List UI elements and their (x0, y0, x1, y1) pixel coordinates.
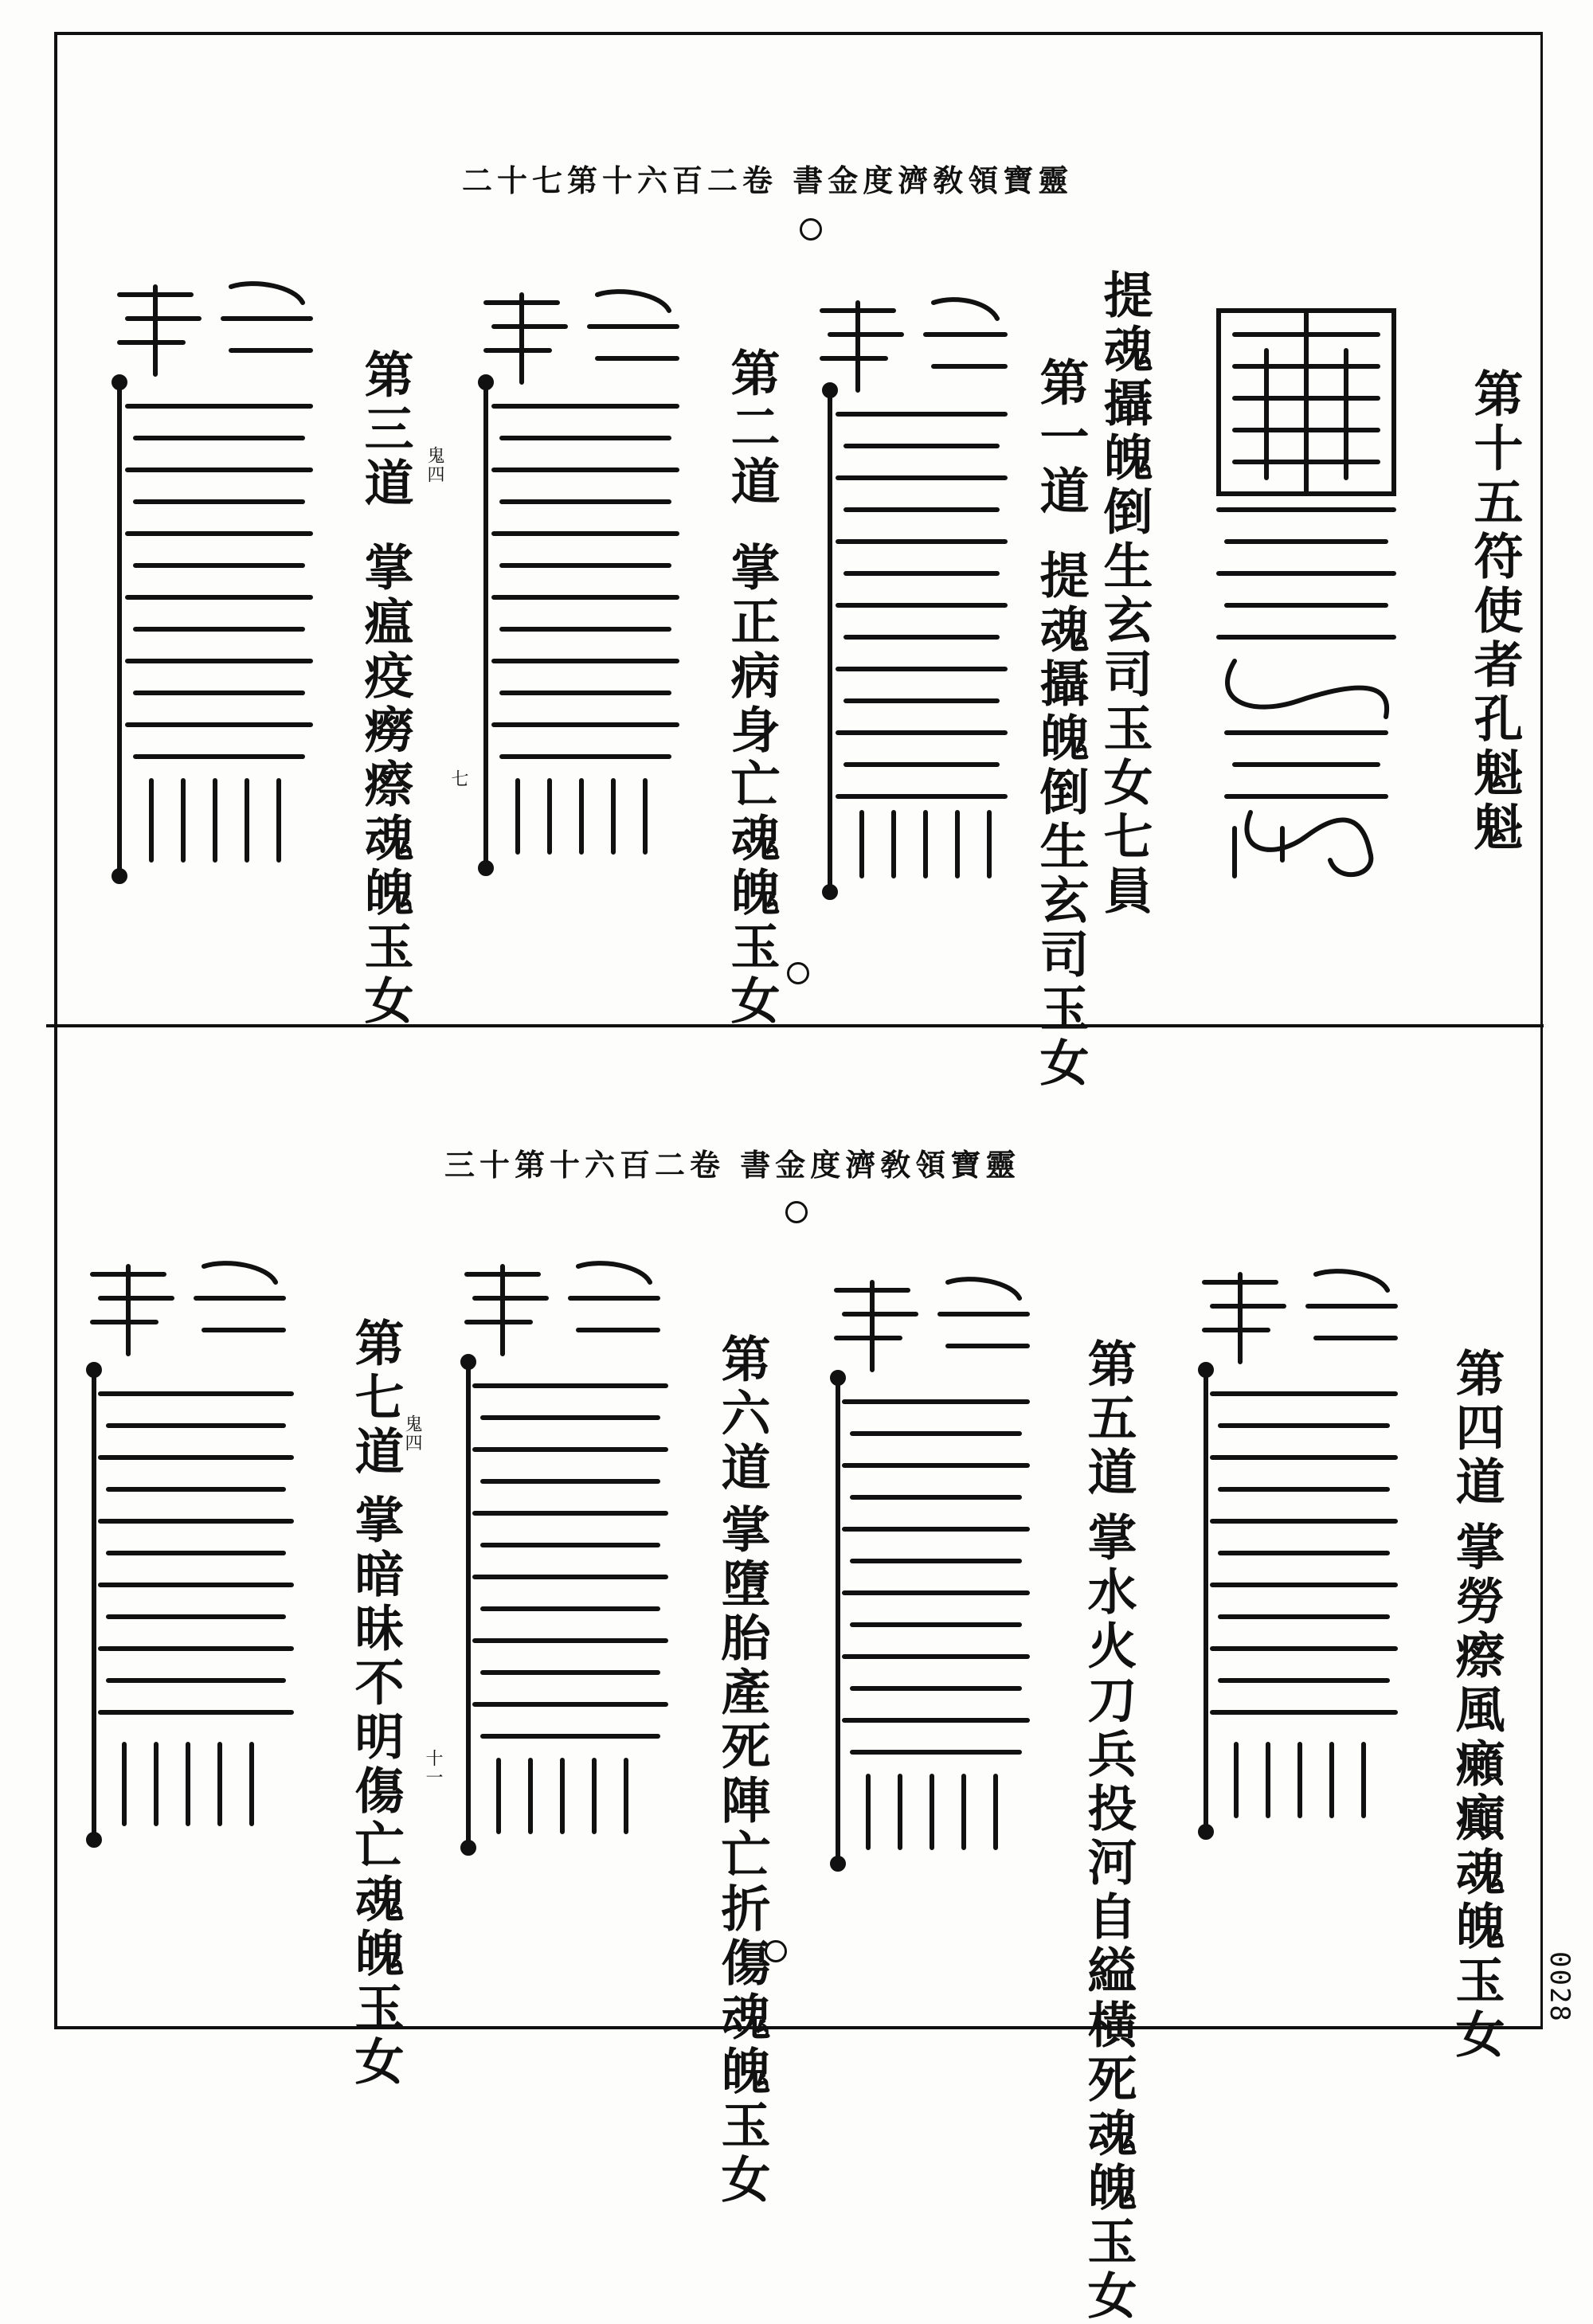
page-divider (46, 1024, 1544, 1027)
dao3-label: 第三道 (356, 349, 414, 511)
dao7-description: 掌暗昧不明傷亡魂魄玉女 (346, 1494, 405, 2090)
page-number: 0028 (1544, 1951, 1575, 2023)
dao3-description: 掌瘟疫癆瘵魂魄玉女 (356, 542, 414, 1029)
top-running-head: 二十七第十六百二卷 書金度濟敎領寶靈 (462, 162, 1074, 198)
dao5-description: 掌水火刀兵投河自縊橫死魂魄玉女 (1079, 1512, 1137, 2324)
talisman-15-caption: 第十五符使者孔魁魁 (1466, 368, 1524, 855)
talisman-15-figure (1203, 303, 1410, 884)
dao7-label: 第七道 (346, 1317, 405, 1480)
dao1-label: 第一道 (1031, 357, 1090, 519)
bottom-running-head: 三十第十六百二卷 書金度濟敎領寶靈 (444, 1147, 1021, 1183)
dao4-description: 掌勞瘵風癩癲魂魄玉女 (1447, 1521, 1505, 2063)
talisman-dao1 (814, 287, 1021, 908)
bottom-side-number: 十一 (423, 1749, 443, 1787)
talisman-dao6 (451, 1250, 682, 1864)
talisman-dao4 (1188, 1258, 1411, 1848)
top-circle-mark-lower (787, 962, 809, 984)
dao2-description: 掌正病身亡魂魄玉女 (722, 542, 781, 1029)
talisman-dao3 (104, 271, 327, 892)
bottom-circle-mark (785, 1201, 808, 1223)
dao2-label: 第二道 (722, 347, 781, 510)
talisman-dao7 (76, 1250, 307, 1856)
dao6-description: 掌墮胎產死陣亡折傷魂魄玉女 (713, 1504, 771, 2208)
dao1-description: 提魂攝魄倒生玄司玉女 (1031, 550, 1090, 1091)
dao5-label: 第五道 (1079, 1338, 1137, 1500)
talisman-dao5 (820, 1266, 1043, 1880)
dao7-note: 鬼四 (402, 1414, 422, 1453)
top-circle-mark (800, 218, 822, 241)
top-side-number: 七 (448, 769, 468, 788)
tipo-header-line: 提魂攝魄倒生玄司玉女七員 (1095, 269, 1153, 919)
dao4-label: 第四道 (1447, 1348, 1505, 1510)
dao6-label: 第六道 (713, 1333, 771, 1496)
dao3-note: 鬼四 (425, 446, 444, 484)
talisman-dao2 (470, 279, 693, 884)
